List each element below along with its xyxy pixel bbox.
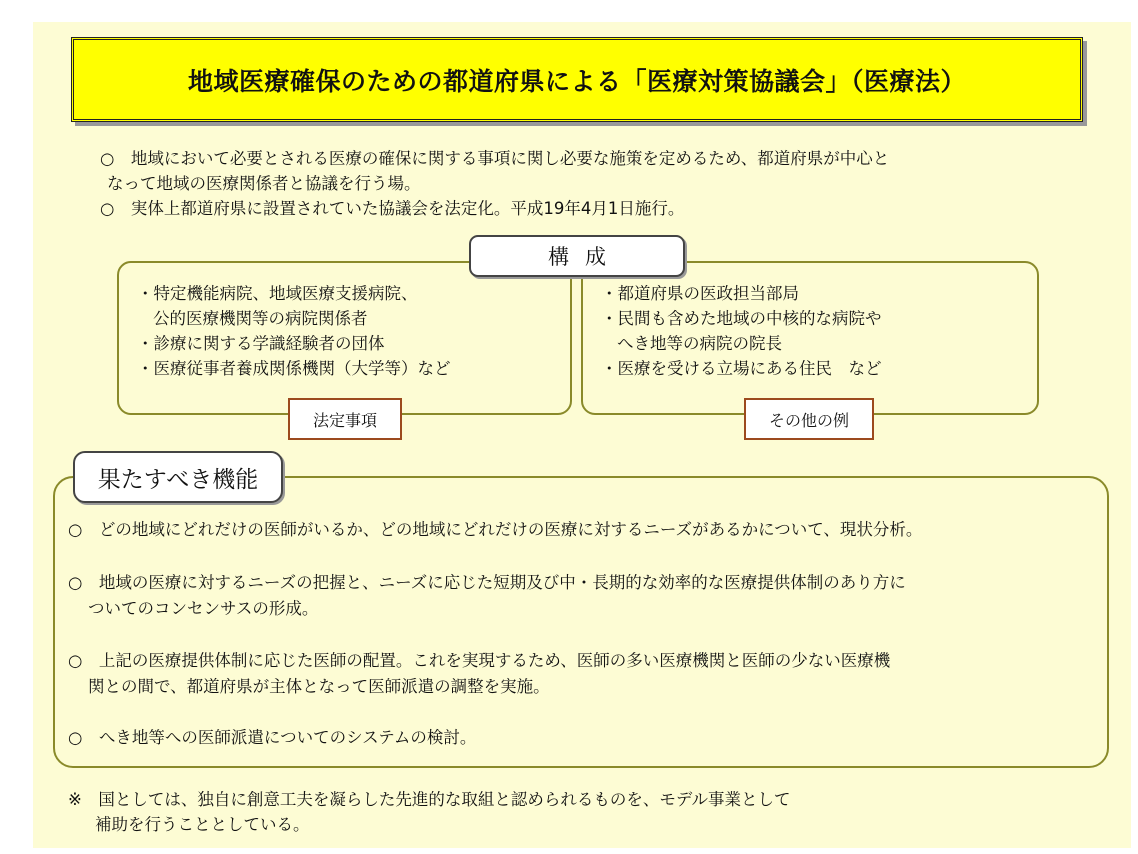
other-examples-tag: その他の例 (744, 398, 874, 440)
list-item: ・民間も含めた地域の中核的な病院や (601, 309, 882, 328)
function-item-2 (68, 570, 1108, 622)
title-banner (71, 37, 1083, 122)
function-item-4: ○ へき地等への医師派遣についてのシステムの検討。 (68, 728, 477, 747)
page-title: 地域医療確保のための都道府県による「医療対策協議会」（医療法） (187, 66, 966, 96)
function-item-3 (68, 648, 1108, 700)
functions-header: 果たすべき機能 (73, 451, 283, 503)
list-item: ・診療に関する学識経験者の団体 (137, 334, 385, 353)
list-item: ・都道府県の医政担当部局 (601, 284, 799, 303)
list-item-cont: 公的医療機関等の病院関係者 (153, 309, 368, 328)
statutory-list (119, 263, 570, 381)
footnote (68, 787, 791, 837)
list-item: ・医療を受ける立場にある住民 など (601, 359, 882, 378)
list-item: ・医療従事者養成関係機関（大学等）など (137, 359, 451, 378)
function-item-1: ○ どの地域にどれだけの医師がいるか、どの地域にどれだけの医療に対するニーズがあるかについて、現状分析。 (68, 520, 923, 539)
composition-other-panel (581, 261, 1039, 415)
footnote-line-2: 補助を行うこととしている。 (95, 815, 310, 834)
intro-line-2: ○ 実体上都道府県に設置されていた協議会を法定化。平成19年4月1日施行。 (100, 199, 685, 218)
list-item (137, 306, 570, 331)
intro-section (100, 146, 1060, 221)
list-item-cont: へき地等の病院の院長 (617, 334, 782, 353)
composition-header: 構成 (469, 235, 685, 277)
list-item: ・特定機能病院、地域医療支援病院、 (137, 284, 418, 303)
composition-statutory-panel (117, 261, 572, 415)
list-item (601, 331, 1037, 356)
function-item-2-line2: ついてのコンセンサスの形成。 (88, 599, 319, 618)
function-item-3-line1: ○ 上記の医療提供体制に応じた医師の配置。これを実現するため、医師の多い医療機関と医師の少ない医療機 (68, 651, 891, 670)
intro-line-1: ○ 地域において必要とされる医療の確保に関する事項に関し必要な施策を定めるため、都道府県が中心と (100, 149, 890, 168)
intro-line-1-cont: なって地域の医療関係者と協議を行う場。 (107, 174, 421, 193)
function-item-2-line1: ○ 地域の医療に対するニーズの把握と、ニーズに応じた短期及び中・長期的な効率的な医療提供体制のあり方に (68, 573, 906, 592)
other-list (583, 263, 1037, 381)
footnote-line-1: ※ 国としては、独自に創意工夫を凝らした先進的な取組と認められるものを、モデル事業として (68, 790, 791, 809)
function-item-3-line2: 関との間で、都道府県が主体となって医師派遣の調整を実施。 (88, 677, 550, 696)
statutory-tag: 法定事項 (288, 398, 402, 440)
